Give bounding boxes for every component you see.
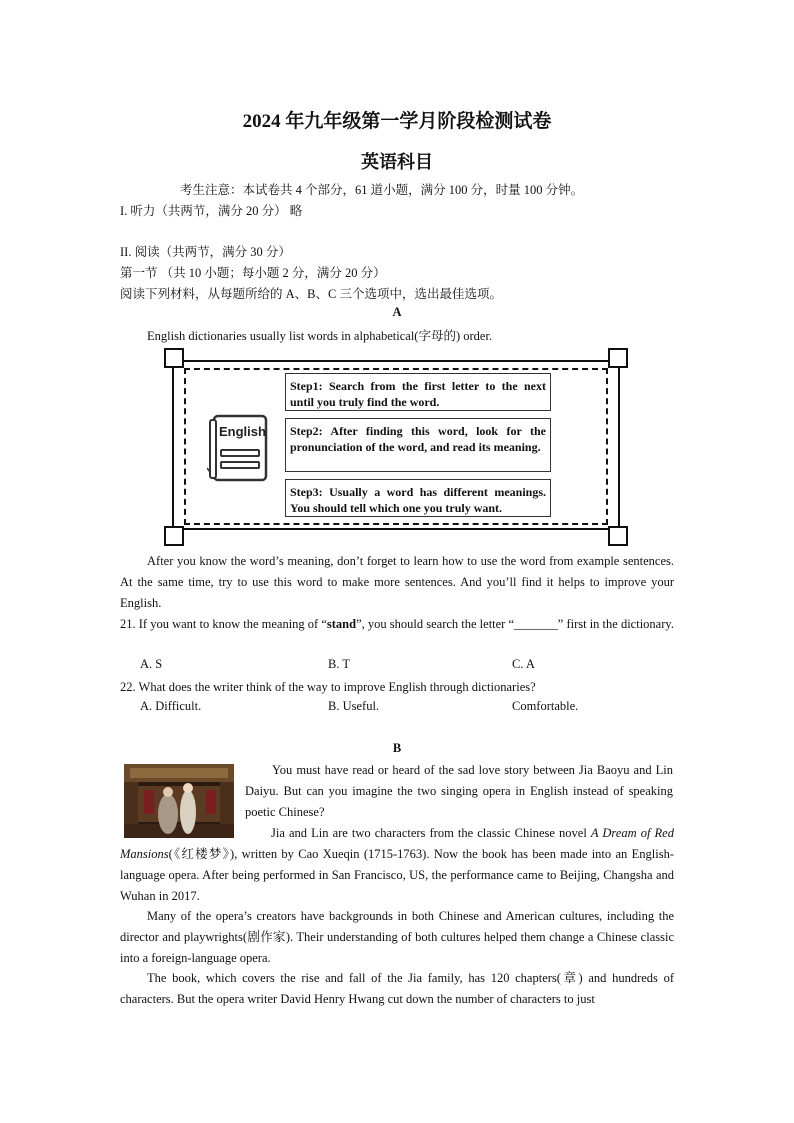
passage-a-label: A bbox=[392, 305, 402, 319]
passage-b-p2 bbox=[120, 823, 674, 907]
step3-box: Step3: Usually a word has different meanings. You should tell which one you truly want. bbox=[285, 479, 551, 517]
step2-box: Step2: After finding this word, look for the pronunciation of the word, and read its meaning. bbox=[285, 418, 551, 472]
frame-corner-bottom-right bbox=[608, 526, 628, 546]
q22-option-c: Comfortable. bbox=[512, 699, 579, 713]
frame-corner-top-left bbox=[164, 348, 184, 368]
step1-box: Step1: Search from the first letter to the next until you truly find the word. bbox=[285, 373, 551, 411]
part1-heading: I. 听力（共两节，满分 20 分） 略 bbox=[120, 204, 303, 218]
exam-subject: 英语科目 bbox=[361, 152, 433, 172]
p2-lead: Jia and Lin are two characters from the classic Chinese novel bbox=[271, 826, 591, 840]
exam-title: 2024 年九年级第一学月阶段检测试卷 bbox=[242, 111, 552, 132]
question-22: 22. What does the writer think of the way to improve English through dictionaries? bbox=[120, 680, 536, 694]
p2-rest: (《红楼梦》), written by Cao Xueqin (1715-1763). Now the book has been made into an English-language opera. After being performed in San Francisco, US, the performance came to Beijing, Changsha and Wuhan in 2017. bbox=[120, 847, 674, 903]
frame-corner-bottom-left bbox=[164, 526, 184, 546]
q22-option-b: B. Useful. bbox=[328, 699, 380, 713]
exam-notice: 考生注意：本试卷共 4 个部分，61 道小题，满分 100 分，时量 100 分钟。 bbox=[180, 183, 584, 197]
dictionary-label: English bbox=[219, 424, 266, 439]
q21-option-b: B. T bbox=[328, 657, 350, 671]
q21-option-a: A. S bbox=[140, 657, 163, 671]
part2-heading: II. 阅读（共两节，满分 30 分） bbox=[120, 245, 291, 259]
section1-heading: 第一节 （共 10 小题；每小题 2 分，满分 20 分） bbox=[120, 266, 386, 280]
passage-b-p4: The book, which covers the rise and fall of the Jia family, has 120 chapters(章) and hundreds of characters. But the opera writer David Henry Hwang cut down the number of characters to just bbox=[120, 971, 674, 1006]
q21-keyword: stand bbox=[326, 617, 357, 631]
q21-option-c: C. A bbox=[512, 657, 535, 671]
q21-post: ”, you should search the letter “_______” first in the dictionary. bbox=[356, 617, 674, 631]
passage-b-p3: Many of the opera’s creators have backgrounds in both Chinese and American cultures, including the director and playwrights(剧作家). Their understanding of both cultures helped them change a Chinese classic into a foreign-language opera. bbox=[120, 909, 674, 965]
q21-pre: 21. If you want to know the meaning of “ bbox=[120, 617, 327, 631]
passage-b-label: B bbox=[392, 741, 402, 755]
dictionary-icon bbox=[207, 412, 271, 484]
q22-option-a: A. Difficult. bbox=[140, 699, 202, 713]
passage-a-after: After you know the word’s meaning, don’t forget to learn how to use the word from example sentences. At the same time, try to use this word to make more sentences. And you’ll find it helps to improve your English. bbox=[120, 554, 674, 610]
reading-instruction: 阅读下列材料，从每题所给的 A、B、C 三个选项中，选出最佳选项。 bbox=[120, 287, 502, 301]
frame-corner-top-right bbox=[608, 348, 628, 368]
passage-a-intro: English dictionaries usually list words in alphabetical(字母的) order. bbox=[147, 329, 493, 343]
question-21 bbox=[120, 614, 674, 635]
novel-title: A Dream of Red Mansions bbox=[120, 826, 674, 861]
passage-b-p1: You must have read or heard of the sad love story between Jia Baoyu and Lin Daiyu. But can you imagine the two singing opera in English instead of speaking poetic Chinese? bbox=[245, 763, 673, 819]
